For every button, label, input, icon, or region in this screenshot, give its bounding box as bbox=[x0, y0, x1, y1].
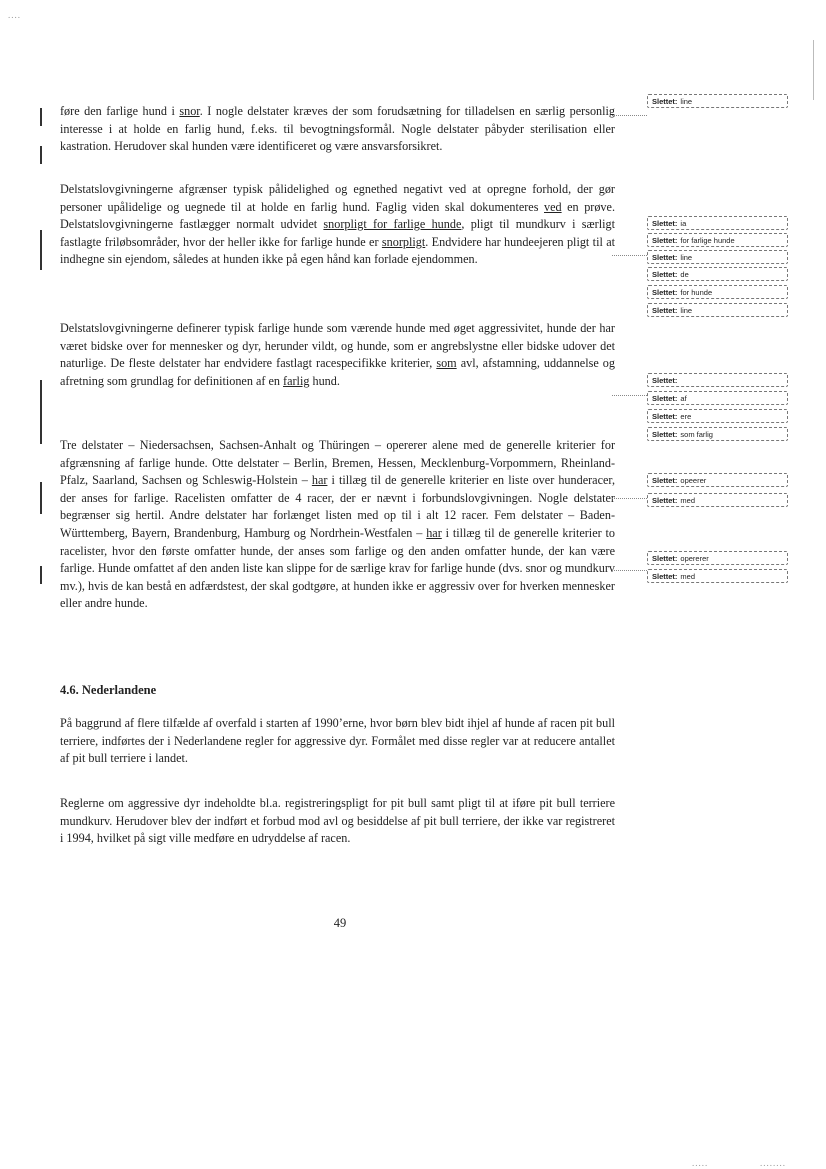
text-run: Reglerne om aggressive dyr indeholdte bl.a. registreringspligt for pit bull samt pligt til at iføre pit bull terriere mundkurv. Herudover blev der indført et forbud mod avl og besiddelse af pit bull terriere, der ikke var registreret i 1994, hvilket på sigt ville medføre en udryddelse af racen. bbox=[60, 796, 615, 846]
change-bar bbox=[40, 380, 42, 444]
comment-label: Slettet: bbox=[652, 496, 678, 505]
comment-label: Slettet: bbox=[652, 430, 678, 439]
comment-text: med bbox=[680, 496, 696, 505]
paragraph-4 bbox=[60, 437, 615, 613]
inserted-text: har bbox=[426, 525, 442, 540]
text-run: en prøve. Delstatslovgivningerne fastlægger normalt udvidet bbox=[60, 199, 615, 232]
comment-label: Slettet: bbox=[652, 394, 678, 403]
inserted-text: farlig bbox=[283, 373, 310, 388]
change-bar bbox=[40, 146, 42, 164]
comment-balloon[interactable] bbox=[647, 303, 788, 317]
comment-balloon[interactable] bbox=[647, 267, 788, 281]
comment-text: med bbox=[680, 572, 696, 581]
comment-balloon[interactable] bbox=[647, 391, 788, 405]
comment-leader bbox=[612, 115, 647, 116]
comment-label: Slettet: bbox=[652, 376, 678, 385]
paragraph-text bbox=[60, 320, 615, 390]
inserted-text: snor bbox=[179, 104, 200, 118]
comment-label: Slettet: bbox=[652, 572, 678, 581]
paragraph-2 bbox=[60, 181, 615, 269]
comment-balloon[interactable] bbox=[647, 569, 788, 583]
comment-label: Slettet: bbox=[652, 270, 678, 279]
text-run: . I nogle delstater kræves der som forudsætning for tilladelsen en særlig personlig interesse i at holde en farlig hund, f.eks. til bevogtningsformål. Nogle delstater påbyder sterilisation eller kastration. Herudover skal hunden være identificeret og være ansvarsforsikret. bbox=[60, 104, 616, 154]
comment-text: line bbox=[680, 253, 693, 262]
text-run: , pligt til mundkurv i særligt fastlagte friløbsområder, hvor der heller ikke for farlige hunde er bbox=[60, 217, 615, 249]
comment-text: line bbox=[680, 97, 693, 106]
comment-balloon[interactable] bbox=[647, 233, 788, 247]
comment-label: Slettet: bbox=[652, 476, 678, 485]
text-run: i tillæg til de generelle kriterier en liste over hunderacer, der anses for farlige. Racelisten omfatter de 4 racer, der er nævnt i forbundslovgivningen. Nogle delstater begrænser sig hertil. Andre delstater har forlænget listen med op til i alt 12 racer. Fem delstater – Baden-Württemberg, Bayern, Brandenburg, Hamburg og Nordrhein-Westfalen – bbox=[60, 473, 616, 540]
text-run: På baggrund af flere tilfælde af overfald i starten af 1990’erne, hvor børn blev bidt ihjel af hunde af racen pit bull terriere, indførtes der i Nederlandene regler for aggressive dyr. Formålet med disse regler var at reducere antallet af pit bull terriere i landet. bbox=[60, 716, 615, 766]
corner-marks-bottom-1: ..... bbox=[692, 1158, 709, 1168]
comment-balloon[interactable] bbox=[647, 94, 788, 108]
comment-balloon[interactable] bbox=[647, 473, 788, 487]
text-run: i tillæg til de generelle kriterier to racelister, hvor den første omfatter hunde, der anses som farlige og den anden omfatter hunde, der kan være farlige. Hunde omfattet af den anden liste kan slippe for de særlige krav for farlige hunde (dvs. snor og mundkurv mv.), hvis de kan bestå en adfærdstest, der skal godtgøre, at hunden ikke er aggressiv over for hverken mennesker eller andre hunde. bbox=[60, 525, 616, 611]
comment-text: ia bbox=[680, 219, 687, 228]
comment-text: line bbox=[680, 306, 693, 315]
comment-balloon[interactable] bbox=[647, 409, 788, 423]
comment-text: ere bbox=[680, 412, 692, 421]
corner-marks-top: .... bbox=[8, 10, 21, 20]
inserted-text: som bbox=[436, 356, 457, 371]
inserted-text: snorpligt for farlige hunde bbox=[323, 217, 462, 232]
comment-text: de bbox=[680, 270, 689, 279]
text-run: Delstatslovgivningerne afgrænser typisk pålidelighed og egnethed negativt ved at opregne forhold, der gør personer upålidelige og uegnede til at holde en farlig hund. Faglig viden skal dokumenteres bbox=[60, 182, 615, 214]
comment-balloon[interactable] bbox=[647, 493, 788, 507]
comment-leader bbox=[612, 570, 647, 571]
comment-leader bbox=[612, 255, 647, 256]
comment-leader bbox=[612, 395, 647, 396]
comment-label: Slettet: bbox=[652, 554, 678, 563]
comment-label: Slettet: bbox=[652, 288, 678, 297]
text-run: avl, afstamning, uddannelse og afretning som grundlag for definitionen af en bbox=[60, 356, 615, 388]
comment-text: opeerer bbox=[680, 476, 707, 485]
inserted-text: ved bbox=[544, 199, 562, 214]
right-margin-line bbox=[813, 40, 814, 100]
text-run: Delstatslovgivningerne definerer typisk farlige hunde som værende hunde med øget aggressivitet, hunde der har været bidske over for mennesker og dyr, herunder vildt, og hunde, som er angrebslystne eller bidske udover det naturlige. De fleste delstater har endvidere fastlagt racespecifikke kriterier, bbox=[60, 321, 615, 371]
paragraph-text bbox=[60, 181, 615, 269]
comment-balloon[interactable] bbox=[647, 250, 788, 264]
text-run: føre den farlige hund i bbox=[60, 104, 180, 118]
paragraph-6 bbox=[60, 795, 615, 848]
comment-text: som farlig bbox=[680, 430, 713, 439]
paragraph-text bbox=[60, 103, 615, 156]
comment-label: Slettet: bbox=[652, 253, 678, 262]
corner-marks-bottom-2: ........ bbox=[760, 1158, 786, 1168]
comment-balloon[interactable] bbox=[647, 216, 788, 230]
comment-balloon[interactable] bbox=[647, 373, 788, 387]
comment-balloon[interactable] bbox=[647, 427, 788, 441]
paragraph-text bbox=[60, 795, 615, 848]
comment-text: opererer bbox=[680, 554, 709, 563]
change-bar bbox=[40, 108, 42, 126]
paragraph-3 bbox=[60, 320, 615, 390]
comment-label: Slettet: bbox=[652, 236, 678, 245]
text-run: . Endvidere har hundeejeren pligt til at indhegne sin ejendom, således at hunden ikke på egen hånd kan forlade ejendommen. bbox=[60, 234, 616, 267]
comment-label: Slettet: bbox=[652, 97, 678, 106]
inserted-text: har bbox=[311, 473, 328, 488]
paragraph-1 bbox=[60, 103, 615, 156]
comment-label: Slettet: bbox=[652, 412, 678, 421]
inserted-text: snorpligt bbox=[381, 234, 426, 249]
change-bar bbox=[40, 482, 42, 514]
paragraph-text bbox=[60, 715, 615, 768]
text-run: Tre delstater – Niedersachsen, Sachsen-Anhalt og Thüringen – opererer alene med de generelle kriterier for afgrænsning af farlige hunde. Otte delstater – Berlin, Bremen, Hessen, Mecklenburg-Vorpommern, Rheinland-Pfalz, Saarland, Sachsen og Schleswig-Holstein – bbox=[60, 438, 615, 488]
section-heading: 4.6. Nederlandene bbox=[60, 683, 157, 697]
page-number: 49 bbox=[333, 916, 347, 930]
paragraph-text bbox=[60, 437, 615, 613]
change-bar bbox=[40, 230, 42, 270]
comment-text: for farlige hunde bbox=[680, 236, 735, 245]
comment-text: for hunde bbox=[680, 288, 713, 297]
change-bar bbox=[40, 566, 42, 584]
text-run: hund. bbox=[309, 373, 340, 388]
comment-leader bbox=[612, 498, 647, 499]
comment-label: Slettet: bbox=[652, 219, 678, 228]
comment-text: af bbox=[680, 394, 687, 403]
comment-balloon[interactable] bbox=[647, 551, 788, 565]
paragraph-5 bbox=[60, 715, 615, 768]
comment-balloon[interactable] bbox=[647, 285, 788, 299]
comment-label: Slettet: bbox=[652, 306, 678, 315]
